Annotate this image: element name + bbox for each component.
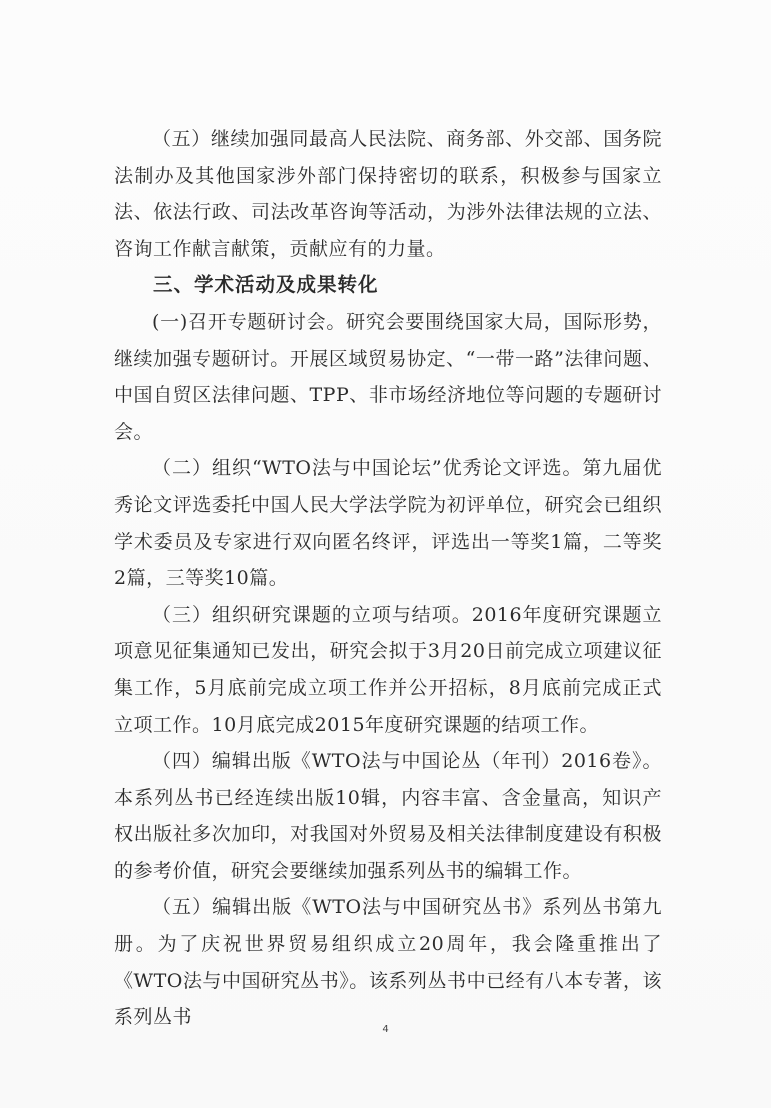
page-number: 4 xyxy=(382,1024,389,1035)
paragraph-strengthen-liaison: （五）继续加强同最高人民法院、商务部、外交部、国务院法制办及其他国家涉外部门保持密切的联系，积极参与国家立法、依法行政、司法改革咨询等活动，为涉外法律法规的立法、咨询工作献言献策，贡献应有的力量。 xyxy=(114,128,662,260)
paragraph-paper-selection: （二）组织“WTO法与中国论坛”优秀论文评选。第九届优秀论文评选委托中国人民大学法学院为初评单位，研究会已组织学术委员及专家进行双向匿名终评，评选出一等奖1篇，二等奖2篇，三等奖10篇。 xyxy=(114,457,662,590)
paragraph-research-series: （五）编辑出版《WTO法与中国研究丛书》系列丛书第九册。为了庆祝世界贸易组织成立20周年，我会隆重推出了《WTO法与中国研究丛书》。该系列丛书中已经有八本专著，该系列丛书 xyxy=(114,896,662,1029)
paragraph-annual-series: （四）编辑出版《WTO法与中国论丛（年刊）2016卷》。本系列丛书已经连续出版10辑，内容丰富、含金量高，知识产权出版社多次加印，对我国对外贸易及相关法律制度建设有积极的参考价值，研究会要继续加强系列丛书的编辑工作。 xyxy=(114,750,662,882)
paragraph-research-projects: （三）组织研究课题的立项与结项。2016年度研究课题立项意见征集通知已发出，研究会拟于3月20日前完成立项建议征集工作，5月底前完成立项工作并公开招标，8月底前完成正式立项工作。10月底完成2015年度研究课题的结项工作。 xyxy=(114,603,662,736)
paragraph-seminars: (一)召开专题研讨会。研究会要围绕国家大局，国际形势，继续加强专题研讨。开展区域贸易协定、“一带一路”法律问题、中国自贸区法律问题、TPP、非市场经济地位等问题的专题研讨会。 xyxy=(114,310,662,443)
section-heading-academic-activities: 三、学术活动及成果转化 xyxy=(153,273,379,297)
document-body xyxy=(114,121,662,1036)
